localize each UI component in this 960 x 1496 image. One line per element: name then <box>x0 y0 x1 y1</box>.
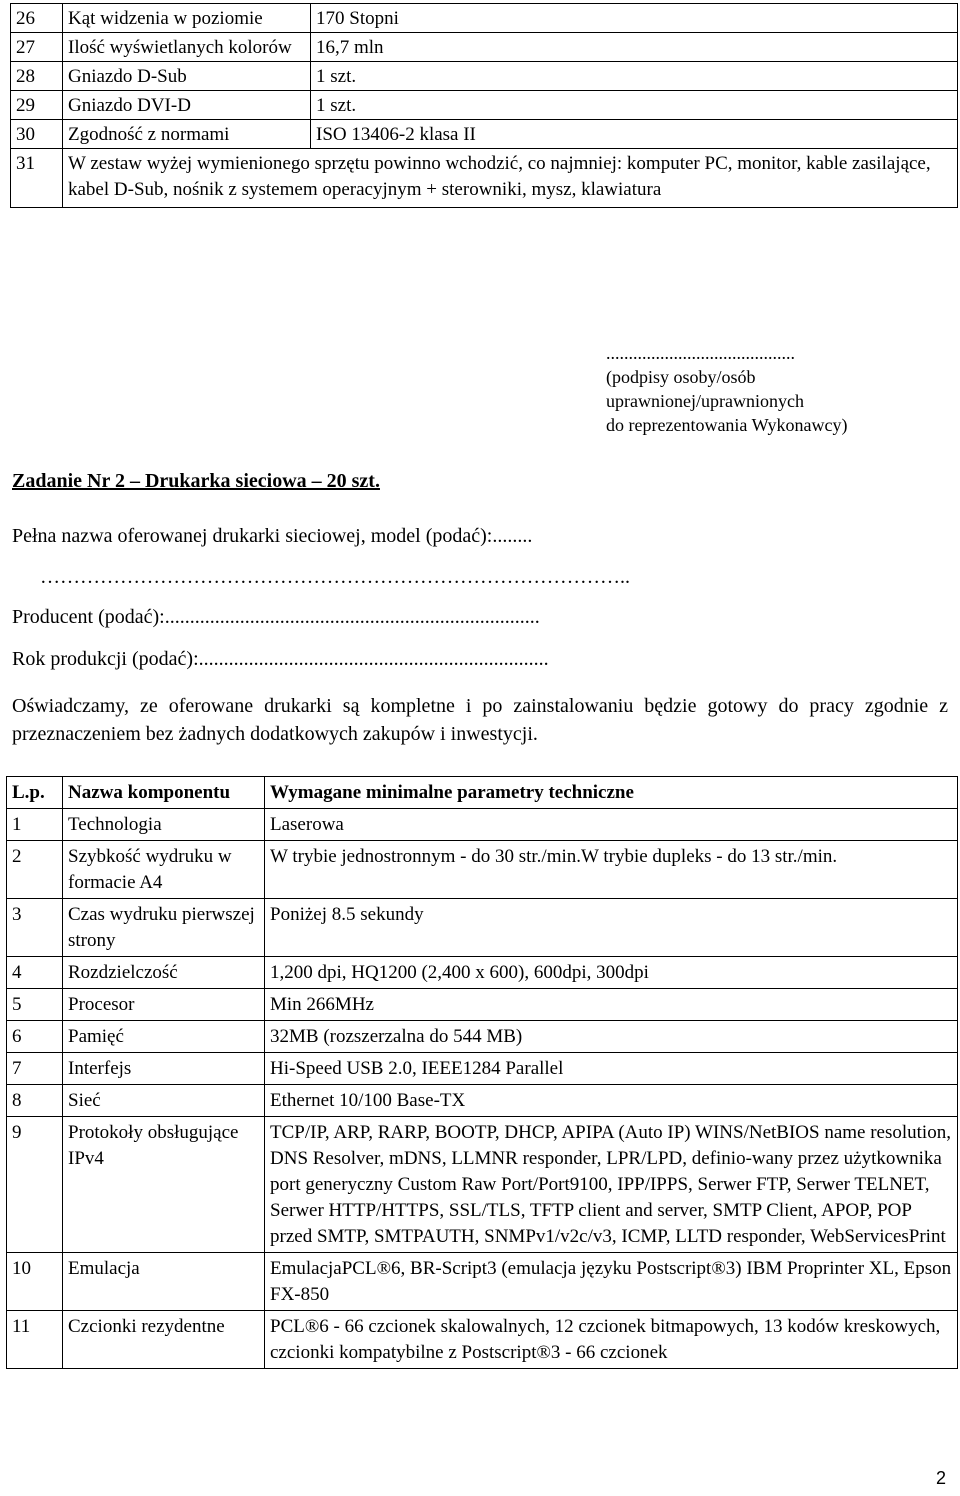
row-name: Szybkość wydruku w formacie A4 <box>63 841 265 899</box>
header-params: Wymagane minimalne parametry techniczne <box>265 777 958 809</box>
signature-line-1: (podpisy osoby/osób uprawnionej/uprawnionych <box>606 367 804 411</box>
row-number: 1 <box>7 809 63 841</box>
row-value: PCL®6 - 66 czcionek skalowalnych, 12 czcionek bitmapowych, 13 kodów kreskowych, czcionki kompatybilne z Postscript®3 - 66 czcionek <box>265 1311 958 1369</box>
table-row <box>11 91 958 120</box>
row-value: ISO 13406-2 klasa II <box>311 120 958 149</box>
row-name: Interfejs <box>63 1053 265 1085</box>
dots-line: …………………………………………………………………………….. <box>40 566 630 588</box>
signature-dots: .......................................... <box>606 343 795 363</box>
table-row <box>7 1085 958 1117</box>
row-value: Min 266MHz <box>265 989 958 1021</box>
header-lp: L.p. <box>7 777 63 809</box>
row-value: 1 szt. <box>311 91 958 120</box>
row-number: 26 <box>11 4 63 33</box>
signature-line-2: do reprezentowania Wykonawcy) <box>606 415 848 435</box>
producer-field: Producent (podać):........................................................................... <box>12 606 540 628</box>
row-name: Ilość wyświetlanych kolorów <box>63 33 311 62</box>
table-row <box>7 1021 958 1053</box>
printer-name-field: Pełna nazwa oferowanej drukarki sieciowej, model (podać):........ <box>12 525 533 547</box>
row-value: EmulacjaPCL®6, BR-Script3 (emulacja języku Postscript®3) IBM Proprinter XL, Epson FX-850 <box>265 1253 958 1311</box>
production-year-field: Rok produkcji (podać):...................................................................... <box>12 648 549 670</box>
table-row <box>11 120 958 149</box>
row-name: Czas wydruku pierwszej strony <box>63 899 265 957</box>
row-name: Gniazdo D-Sub <box>63 62 311 91</box>
table-row <box>11 4 958 33</box>
statement-paragraph: Oświadczamy, ze oferowane drukarki są kompletne i po zainstalowaniu będzie gotowy do pracy zgodnie z przeznaczeniem bez żadnych dodatkowych zakupów i inwestycji. <box>12 695 948 745</box>
page-number: 2 <box>935 1468 946 1488</box>
row-number: 28 <box>11 62 63 91</box>
row-number: 27 <box>11 33 63 62</box>
row-name: Procesor <box>63 989 265 1021</box>
row-value: W trybie jednostronnym - do 30 str./min.W trybie dupleks - do 13 str./min. <box>265 841 958 899</box>
signature-block <box>606 341 946 437</box>
row-name: Sieć <box>63 1085 265 1117</box>
table-row <box>7 841 958 899</box>
row-value: 16,7 mln <box>311 33 958 62</box>
row-number: 4 <box>7 957 63 989</box>
table-row <box>7 1053 958 1085</box>
table-row <box>7 1117 958 1253</box>
row-name: Pamięć <box>63 1021 265 1053</box>
table-row <box>11 33 958 62</box>
table-row <box>7 809 958 841</box>
row-value: 1 szt. <box>311 62 958 91</box>
row-number: 29 <box>11 91 63 120</box>
printer-spec-table <box>6 776 958 1369</box>
row-number: 30 <box>11 120 63 149</box>
row-number: 11 <box>7 1311 63 1369</box>
row-value: 170 Stopni <box>311 4 958 33</box>
table-row <box>7 899 958 957</box>
row-value: Poniżej 8.5 sekundy <box>265 899 958 957</box>
table-row <box>7 989 958 1021</box>
row-value: 1,200 dpi, HQ1200 (2,400 x 600), 600dpi, 300dpi <box>265 957 958 989</box>
row-number: 3 <box>7 899 63 957</box>
header-name: Nazwa komponentu <box>63 777 265 809</box>
table-row <box>11 149 958 208</box>
row-value: Laserowa <box>265 809 958 841</box>
table-row <box>7 1253 958 1311</box>
row-number: 2 <box>7 841 63 899</box>
row-number: 31 <box>11 149 63 208</box>
table-row <box>7 1311 958 1369</box>
row-name: Rozdzielczość <box>63 957 265 989</box>
row-name: Protokoły obsługujące IPv4 <box>63 1117 265 1253</box>
row-name: Kąt widzenia w poziomie <box>63 4 311 33</box>
monitor-spec-table <box>10 3 958 208</box>
row-text: W zestaw wyżej wymienionego sprzętu powinno wchodzić, co najmniej: komputer PC, monitor, kable zasilające, kabel D-Sub, nośnik z systemem operacyjnym + sterowniki, mysz, klawiatura <box>63 149 958 208</box>
row-number: 7 <box>7 1053 63 1085</box>
row-name: Czcionki rezydentne <box>63 1311 265 1369</box>
row-value: TCP/IP, ARP, RARP, BOOTP, DHCP, APIPA (Auto IP) WINS/NetBIOS name resolution, DNS Resolver, mDNS, LLMNR responder, LPR/LPD, definio-wany przez użytkownika port generyczny Custom Raw Port/Port9100, IPP/IPPS, Serwer FTP, Serwer TELNET, Serwer HTTP/HTTPS, SSL/TLS, TFTP client and server, SMTP Client, APOP, POP przed SMTP, SMTPAUTH, SNMPv1/v2c/v3, ICMP, LLTD responder, WebServicesPrint <box>265 1117 958 1253</box>
row-value: Ethernet 10/100 Base-TX <box>265 1085 958 1117</box>
table-row <box>11 62 958 91</box>
row-name: Zgodność z normami <box>63 120 311 149</box>
row-number: 6 <box>7 1021 63 1053</box>
row-name: Technologia <box>63 809 265 841</box>
row-number: 9 <box>7 1117 63 1253</box>
table-row <box>7 957 958 989</box>
row-number: 5 <box>7 989 63 1021</box>
row-name: Emulacja <box>63 1253 265 1311</box>
table-header-row <box>7 777 958 809</box>
row-value: Hi-Speed USB 2.0, IEEE1284 Parallel <box>265 1053 958 1085</box>
row-number: 8 <box>7 1085 63 1117</box>
row-name: Gniazdo DVI-D <box>63 91 311 120</box>
row-value: 32MB (rozszerzalna do 544 MB) <box>265 1021 958 1053</box>
section-title: Zadanie Nr 2 – Drukarka sieciowa – 20 szt. <box>12 470 380 492</box>
row-number: 10 <box>7 1253 63 1311</box>
